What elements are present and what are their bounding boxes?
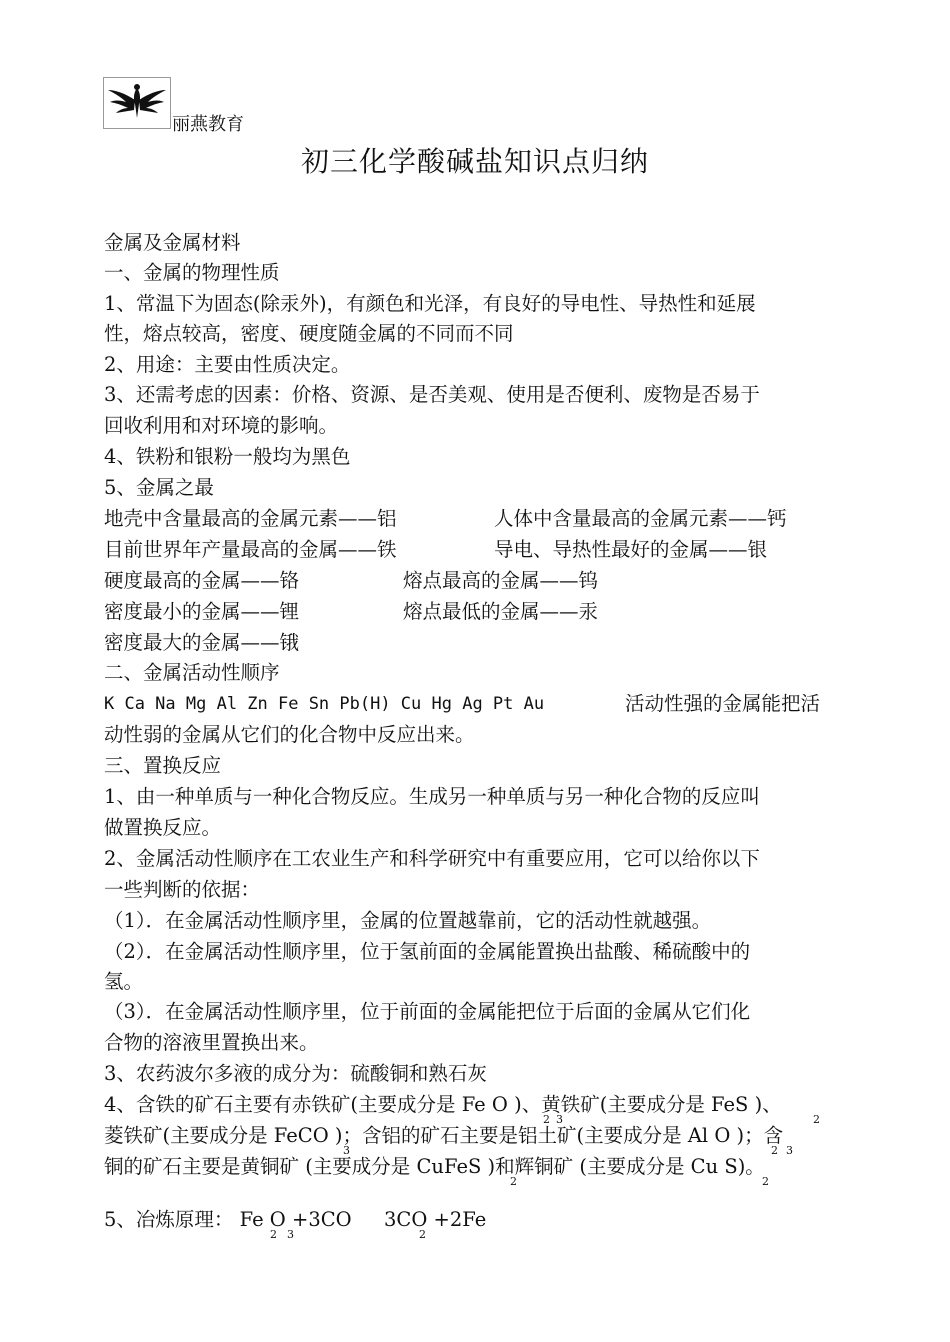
subscript: 2 — [762, 1175, 769, 1188]
subscript: 2 — [419, 1228, 426, 1241]
subscript: 3 — [786, 1144, 793, 1157]
metal-fact: 熔点最低的金属——汞 — [403, 600, 599, 623]
subscript: 2 — [270, 1228, 277, 1241]
paragraph: 活动性强的金属能把活 — [625, 692, 821, 715]
list-item: （3）．在金属活动性顺序里，位于前面的金属能把位于后面的金属从它们化 — [104, 1000, 751, 1023]
heading-displacement: 三、置换反应 — [104, 754, 222, 777]
metal-fact: 密度最小的金属——锂 — [104, 600, 300, 623]
paragraph: 1、由一种单质与一种化合物反应。生成另一种单质与另一种化合物的反应叫 — [104, 785, 760, 808]
paragraph: 性，熔点较高，密度、硬度随金属的不同而不同 — [104, 322, 514, 345]
subscript: 2 — [771, 1144, 778, 1157]
heading-physical-properties: 一、金属的物理性质 — [104, 261, 280, 284]
eagle-logo-icon — [104, 78, 170, 128]
logo — [103, 77, 171, 129]
paragraph: 动性弱的金属从它们的化合物中反应出来。 — [104, 723, 475, 746]
subscript: 3 — [343, 1144, 350, 1157]
list-item: （1）．在金属活动性顺序里，金属的位置越靠前，它的活动性就越强。 — [104, 909, 712, 932]
subscript: 3 — [287, 1228, 294, 1241]
subscript: 2 — [543, 1113, 550, 1126]
smelting-equation: 5、冶炼原理： Fe O +3CO — [104, 1208, 352, 1231]
metal-fact: 人体中含量最高的金属元素——钙 — [494, 507, 787, 530]
list-item: （2）．在金属活动性顺序里，位于氢前面的金属能置换出盐酸、稀硫酸中的 — [104, 940, 751, 963]
subscript: 2 — [510, 1175, 517, 1188]
paragraph: 1、常温下为固态(除汞外)，有颜色和光泽，有良好的导电性、导热性和延展 — [104, 292, 756, 315]
smelting-equation-product: 3CO +2Fe — [384, 1208, 487, 1231]
metal-fact: 导电、导热性最好的金属——银 — [494, 538, 768, 561]
list-item: 合物的溶液里置换出来。 — [104, 1031, 319, 1054]
subscript: 3 — [556, 1113, 563, 1126]
paragraph: 铜的矿石主要是黄铜矿 (主要成分是 CuFeS )和辉铜矿 (主要成分是 Cu S)。 — [104, 1155, 765, 1178]
list-item: 氢。 — [104, 970, 144, 993]
activity-series: K Ca Na Mg Al Zn Fe Sn Pb(H) Cu Hg Ag Pt Au — [104, 694, 545, 714]
paragraph: 4、含铁的矿石主要有赤铁矿(主要成分是 Fe O )、黄铁矿(主要成分是 FeS )、 — [104, 1093, 782, 1116]
paragraph: 回收利用和对环境的影响。 — [104, 414, 339, 437]
paragraph: 3、还需考虑的因素：价格、资源、是否美观、使用是否便利、废物是否易于 — [104, 383, 760, 406]
paragraph: 3、农药波尔多液的成分为：硫酸铜和熟石灰 — [104, 1062, 487, 1085]
paragraph: 2、金属活动性顺序在工农业生产和科学研究中有重要应用，它可以给你以下 — [104, 847, 760, 870]
section-title: 金属及金属材料 — [104, 231, 241, 254]
heading-activity-series: 二、金属活动性顺序 — [104, 661, 280, 684]
subscript: 2 — [813, 1113, 820, 1126]
paragraph: 4、铁粉和银粉一般均为黑色 — [104, 445, 351, 468]
metal-fact: 地壳中含量最高的金属元素——铝 — [104, 507, 397, 530]
paragraph: 菱铁矿(主要成分是 FeCO )；含铝的矿石主要是铝土矿(主要成分是 Al O )；含 — [104, 1124, 784, 1147]
metal-fact: 目前世界年产量最高的金属——铁 — [104, 538, 397, 561]
brand-name: 丽燕教育 — [172, 114, 244, 135]
paragraph: 2、用途：主要由性质决定。 — [104, 353, 351, 376]
metal-fact: 熔点最高的金属——钨 — [403, 569, 599, 592]
paragraph: 做置换反应。 — [104, 816, 222, 839]
page-title: 初三化学酸碱盐知识点归纳 — [300, 145, 649, 178]
metal-fact: 硬度最高的金属——铬 — [104, 569, 300, 592]
paragraph: 一些判断的依据： — [104, 878, 261, 901]
metal-fact: 密度最大的金属——锇 — [104, 631, 300, 654]
paragraph: 5、金属之最 — [104, 476, 214, 499]
